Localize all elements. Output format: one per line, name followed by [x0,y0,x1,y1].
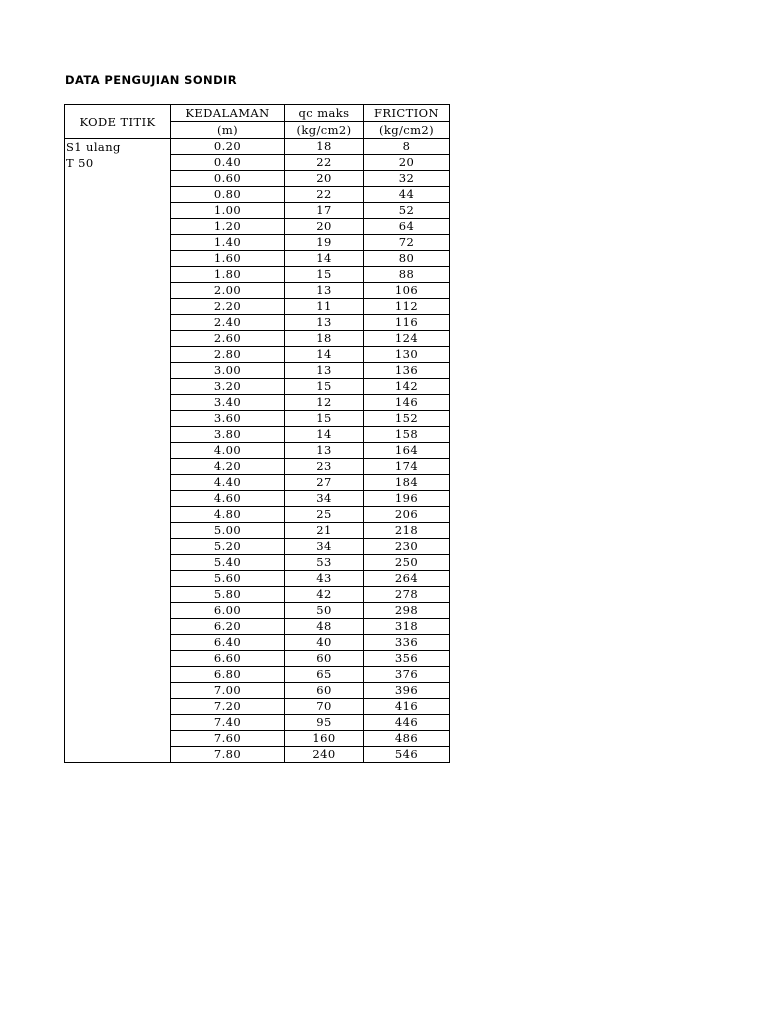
qc-maks-cell: 60 [285,683,364,699]
qc-maks-cell: 70 [285,699,364,715]
kedalaman-cell: 2.20 [171,299,285,315]
kedalaman-cell: 5.20 [171,539,285,555]
friction-cell: 146 [364,395,450,411]
kedalaman-cell: 5.60 [171,571,285,587]
friction-cell: 206 [364,507,450,523]
friction-cell: 142 [364,379,450,395]
qc-maks-cell: 17 [285,203,364,219]
header-kode-titik: KODE TITIK [65,105,171,139]
kedalaman-cell: 1.60 [171,251,285,267]
kedalaman-cell: 5.40 [171,555,285,571]
friction-cell: 278 [364,587,450,603]
friction-cell: 396 [364,683,450,699]
kedalaman-cell: 4.60 [171,491,285,507]
kedalaman-cell: 7.80 [171,747,285,763]
qc-maks-cell: 22 [285,155,364,171]
qc-maks-cell: 19 [285,235,364,251]
kedalaman-cell: 0.40 [171,155,285,171]
friction-cell: 72 [364,235,450,251]
kedalaman-cell: 3.40 [171,395,285,411]
kode-titik-line-2: T 50 [66,156,94,170]
qc-maks-cell: 11 [285,299,364,315]
qc-maks-cell: 14 [285,427,364,443]
friction-cell: 546 [364,747,450,763]
friction-cell: 124 [364,331,450,347]
friction-cell: 376 [364,667,450,683]
friction-cell: 52 [364,203,450,219]
friction-cell: 184 [364,475,450,491]
qc-maks-cell: 20 [285,171,364,187]
kedalaman-cell: 4.80 [171,507,285,523]
kedalaman-cell: 6.40 [171,635,285,651]
qc-maks-cell: 21 [285,523,364,539]
friction-cell: 446 [364,715,450,731]
header-qc-unit: (kg/cm2) [285,122,364,139]
friction-cell: 116 [364,315,450,331]
kedalaman-cell: 1.20 [171,219,285,235]
qc-maks-cell: 27 [285,475,364,491]
kedalaman-cell: 2.40 [171,315,285,331]
friction-cell: 196 [364,491,450,507]
friction-cell: 336 [364,635,450,651]
friction-cell: 88 [364,267,450,283]
qc-maks-cell: 42 [285,587,364,603]
kedalaman-cell: 3.60 [171,411,285,427]
qc-maks-cell: 14 [285,347,364,363]
kode-titik-line-1: S1 ulang [66,140,121,154]
sondir-data-table [64,104,450,763]
kedalaman-cell: 1.80 [171,267,285,283]
friction-cell: 32 [364,171,450,187]
qc-maks-cell: 15 [285,379,364,395]
header-friction-unit: (kg/cm2) [364,122,450,139]
friction-cell: 44 [364,187,450,203]
table-row [65,139,450,155]
friction-cell: 416 [364,699,450,715]
header-kedalaman-unit: (m) [171,122,285,139]
kedalaman-cell: 0.20 [171,139,285,155]
friction-cell: 318 [364,619,450,635]
qc-maks-cell: 18 [285,139,364,155]
qc-maks-cell: 240 [285,747,364,763]
friction-cell: 174 [364,459,450,475]
header-kedalaman: KEDALAMAN [171,105,285,122]
kedalaman-cell: 3.80 [171,427,285,443]
kedalaman-cell: 7.00 [171,683,285,699]
qc-maks-cell: 13 [285,443,364,459]
kedalaman-cell: 6.20 [171,619,285,635]
friction-cell: 80 [364,251,450,267]
kedalaman-cell: 2.60 [171,331,285,347]
qc-maks-cell: 60 [285,651,364,667]
friction-cell: 8 [364,139,450,155]
friction-cell: 298 [364,603,450,619]
friction-cell: 112 [364,299,450,315]
kedalaman-cell: 5.80 [171,587,285,603]
page-title: DATA PENGUJIAN SONDIR [65,73,237,87]
qc-maks-cell: 48 [285,619,364,635]
kedalaman-cell: 6.00 [171,603,285,619]
friction-cell: 64 [364,219,450,235]
qc-maks-cell: 95 [285,715,364,731]
kedalaman-cell: 6.80 [171,667,285,683]
qc-maks-cell: 50 [285,603,364,619]
kedalaman-cell: 4.00 [171,443,285,459]
friction-cell: 164 [364,443,450,459]
qc-maks-cell: 22 [285,187,364,203]
kedalaman-cell: 3.00 [171,363,285,379]
qc-maks-cell: 13 [285,283,364,299]
qc-maks-cell: 34 [285,491,364,507]
header-qc-maks: qc maks [285,105,364,122]
qc-maks-cell: 40 [285,635,364,651]
qc-maks-cell: 65 [285,667,364,683]
header-row-1 [65,105,450,122]
friction-cell: 152 [364,411,450,427]
qc-maks-cell: 160 [285,731,364,747]
friction-cell: 158 [364,427,450,443]
kode-titik-cell [65,139,171,763]
friction-cell: 130 [364,347,450,363]
kedalaman-cell: 7.20 [171,699,285,715]
kedalaman-cell: 6.60 [171,651,285,667]
friction-cell: 218 [364,523,450,539]
kedalaman-cell: 2.80 [171,347,285,363]
friction-cell: 230 [364,539,450,555]
kedalaman-cell: 1.00 [171,203,285,219]
kedalaman-cell: 7.40 [171,715,285,731]
qc-maks-cell: 20 [285,219,364,235]
qc-maks-cell: 15 [285,267,364,283]
kedalaman-cell: 0.80 [171,187,285,203]
friction-cell: 356 [364,651,450,667]
kedalaman-cell: 2.00 [171,283,285,299]
kedalaman-cell: 7.60 [171,731,285,747]
qc-maks-cell: 43 [285,571,364,587]
friction-cell: 486 [364,731,450,747]
kedalaman-cell: 5.00 [171,523,285,539]
friction-cell: 250 [364,555,450,571]
qc-maks-cell: 18 [285,331,364,347]
friction-cell: 264 [364,571,450,587]
qc-maks-cell: 34 [285,539,364,555]
kedalaman-cell: 1.40 [171,235,285,251]
qc-maks-cell: 25 [285,507,364,523]
qc-maks-cell: 12 [285,395,364,411]
friction-cell: 136 [364,363,450,379]
friction-cell: 106 [364,283,450,299]
kedalaman-cell: 4.20 [171,459,285,475]
kedalaman-cell: 3.20 [171,379,285,395]
qc-maks-cell: 13 [285,363,364,379]
qc-maks-cell: 14 [285,251,364,267]
header-friction: FRICTION [364,105,450,122]
kedalaman-cell: 4.40 [171,475,285,491]
friction-cell: 20 [364,155,450,171]
kedalaman-cell: 0.60 [171,171,285,187]
qc-maks-cell: 15 [285,411,364,427]
qc-maks-cell: 53 [285,555,364,571]
qc-maks-cell: 13 [285,315,364,331]
qc-maks-cell: 23 [285,459,364,475]
